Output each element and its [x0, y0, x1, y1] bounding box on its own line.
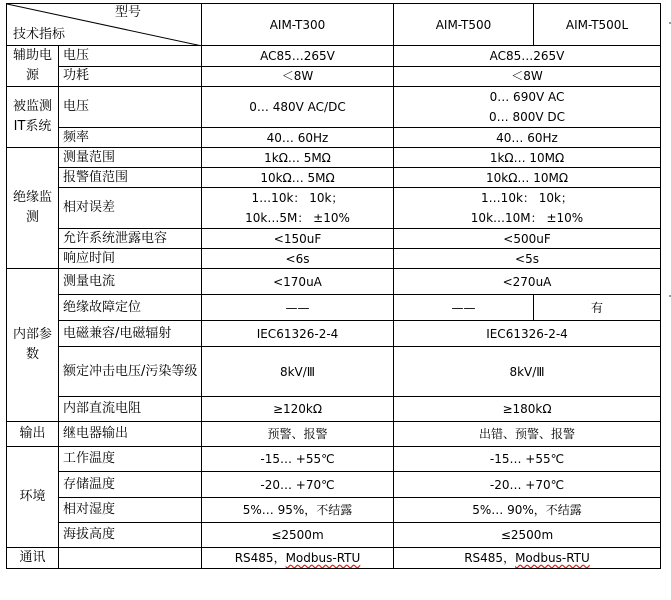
relay-output-t300: 预警、报警 — [202, 422, 394, 447]
table-row — [7, 128, 661, 148]
response-time-t500: <5s — [394, 249, 661, 269]
dc-resistance-t500: ≥180kΩ — [394, 397, 661, 422]
row-label-impulse-voltage: 额定冲击电压/污染等级 — [59, 347, 202, 397]
it-voltage-t500-ac: 0… 690V AC — [489, 90, 565, 104]
row-label-humidity: 相对湿度 — [59, 498, 202, 523]
spec-header-label: 技术指标 — [13, 27, 66, 42]
table-row — [7, 229, 661, 249]
response-time-t300: <6s — [202, 249, 394, 269]
communication-t300-protocol: Modbus-RTU — [285, 551, 361, 565]
measure-range-t500: 1kΩ… 10MΩ — [394, 148, 661, 168]
table-row — [7, 447, 661, 472]
row-label-measure-current: 测量电流 — [59, 269, 202, 295]
leakage-capacitance-t500: <500uF — [394, 229, 661, 249]
table-row — [7, 168, 661, 188]
row-label-measure-range: 测量范围 — [59, 148, 202, 168]
row-label-alarm-range: 报警值范围 — [59, 168, 202, 188]
communication-t300-prefix: RS485， — [234, 551, 286, 565]
table-row — [7, 422, 661, 447]
table-row — [7, 397, 661, 422]
emc-t300: IEC61326-2-4 — [202, 321, 394, 347]
row-label-response-time: 响应时间 — [59, 249, 202, 269]
relative-error-t500-line2: 10k…10M： ±10% — [470, 211, 584, 225]
row-label-leakage-capacitance: 允许系统泄露电容 — [59, 229, 202, 249]
row-label-emc: 电磁兼容/电磁辐射 — [59, 321, 202, 347]
row-label-it-voltage: 电压 — [59, 87, 202, 128]
relative-error-t300-cell — [202, 188, 394, 229]
model-aim-t300: AIM-T300 — [202, 4, 394, 46]
communication-t500-prefix: RS485， — [464, 551, 516, 565]
dc-resistance-t300: ≥120kΩ — [202, 397, 394, 422]
table-row — [7, 269, 661, 295]
altitude-t300: ≤2500m — [202, 523, 394, 548]
row-label-dc-resistance: 内部直流电阻 — [59, 397, 202, 422]
model-aim-t500: AIM-T500 — [394, 4, 534, 46]
header-corner-cell — [7, 4, 202, 46]
aux-power-t500: ＜8W — [394, 66, 661, 87]
row-label-communication-empty — [59, 548, 202, 569]
relative-error-t500-cell — [394, 188, 661, 229]
table-row — [7, 46, 661, 67]
category-aux-power: 辅助电源 — [7, 46, 59, 87]
table-row — [7, 87, 661, 128]
category-environment: 环境 — [7, 447, 59, 548]
table-row — [7, 295, 661, 321]
impulse-voltage-t500: 8kV/Ⅲ — [394, 347, 661, 397]
measure-current-t500: <270uA — [394, 269, 661, 295]
table-row — [7, 188, 661, 229]
fault-location-t500l: 有 — [534, 295, 661, 321]
aux-power-t300: ＜8W — [202, 66, 394, 87]
row-label-relay-output: 继电器输出 — [59, 422, 202, 447]
relay-output-t500: 出错、预警、报警 — [394, 422, 661, 447]
category-internal: 内部参数 — [7, 269, 59, 422]
storage-temp-t500: -20… +70℃ — [394, 472, 661, 498]
fault-location-t300: —— — [202, 295, 394, 321]
impulse-voltage-t300: 8kV/Ⅲ — [202, 347, 394, 397]
altitude-t500: ≤2500m — [394, 523, 661, 548]
alarm-range-t500: 10kΩ… 10MΩ — [394, 168, 661, 188]
row-label-storage-temp: 存储温度 — [59, 472, 202, 498]
table-row — [7, 523, 661, 548]
table-row — [7, 472, 661, 498]
relative-error-t300-line2: 10k…5M： ±10% — [245, 211, 350, 225]
communication-t300 — [202, 548, 394, 569]
row-label-it-frequency: 频率 — [59, 128, 202, 148]
row-label-fault-location: 绝缘故障定位 — [59, 295, 202, 321]
operating-temp-t500: -15… +55℃ — [394, 447, 661, 472]
fault-location-t500: —— — [394, 295, 534, 321]
table-row — [7, 347, 661, 397]
category-output: 输出 — [7, 422, 59, 447]
humidity-t300: 5%… 95%，不结露 — [202, 498, 394, 523]
operating-temp-t300: -15… +55℃ — [202, 447, 394, 472]
measure-range-t300: 1kΩ… 5MΩ — [202, 148, 394, 168]
model-aim-t500l: AIM-T500L — [534, 4, 661, 46]
table-row — [7, 66, 661, 87]
it-voltage-t500-dc: 0… 800V DC — [489, 110, 565, 124]
communication-t500-protocol: Modbus-RTU — [515, 551, 590, 565]
table-row — [7, 148, 661, 168]
row-label-aux-voltage: 电压 — [59, 46, 202, 67]
table-row — [7, 548, 661, 569]
it-voltage-t500-cell — [394, 87, 661, 128]
header-row — [7, 4, 661, 46]
table-row — [7, 249, 661, 269]
row-label-relative-error: 相对误差 — [59, 188, 202, 229]
humidity-t500: 5%… 90%，不结露 — [394, 498, 661, 523]
aux-voltage-t300: AC85…265V — [202, 46, 394, 67]
relative-error-t300-line1: 1…10k： 10k； — [251, 191, 344, 205]
category-monitored-it: 被监测IT系统 — [7, 87, 59, 148]
category-insulation: 绝缘监测 — [7, 148, 59, 269]
model-header-label: 型号 — [114, 5, 141, 20]
category-communication: 通讯 — [7, 548, 59, 569]
it-voltage-t300: 0… 480V AC/DC — [202, 87, 394, 128]
emc-t500: IEC61326-2-4 — [394, 321, 661, 347]
leakage-capacitance-t300: <150uF — [202, 229, 394, 249]
row-label-altitude: 海拔高度 — [59, 523, 202, 548]
aux-voltage-t500: AC85…265V — [394, 46, 661, 67]
relative-error-t500-line1: 1…10k： 10k； — [481, 191, 573, 205]
it-frequency-t500: 40… 60Hz — [394, 128, 661, 148]
storage-temp-t300: -20… +70℃ — [202, 472, 394, 498]
table-row — [7, 321, 661, 347]
communication-t500 — [394, 548, 661, 569]
table-row — [7, 498, 661, 523]
alarm-range-t300: 10kΩ… 5MΩ — [202, 168, 394, 188]
row-label-operating-temp: 工作温度 — [59, 447, 202, 472]
row-label-aux-power: 功耗 — [59, 66, 202, 87]
measure-current-t300: <170uA — [202, 269, 394, 295]
it-frequency-t300: 40… 60Hz — [202, 128, 394, 148]
spec-table — [6, 3, 661, 569]
